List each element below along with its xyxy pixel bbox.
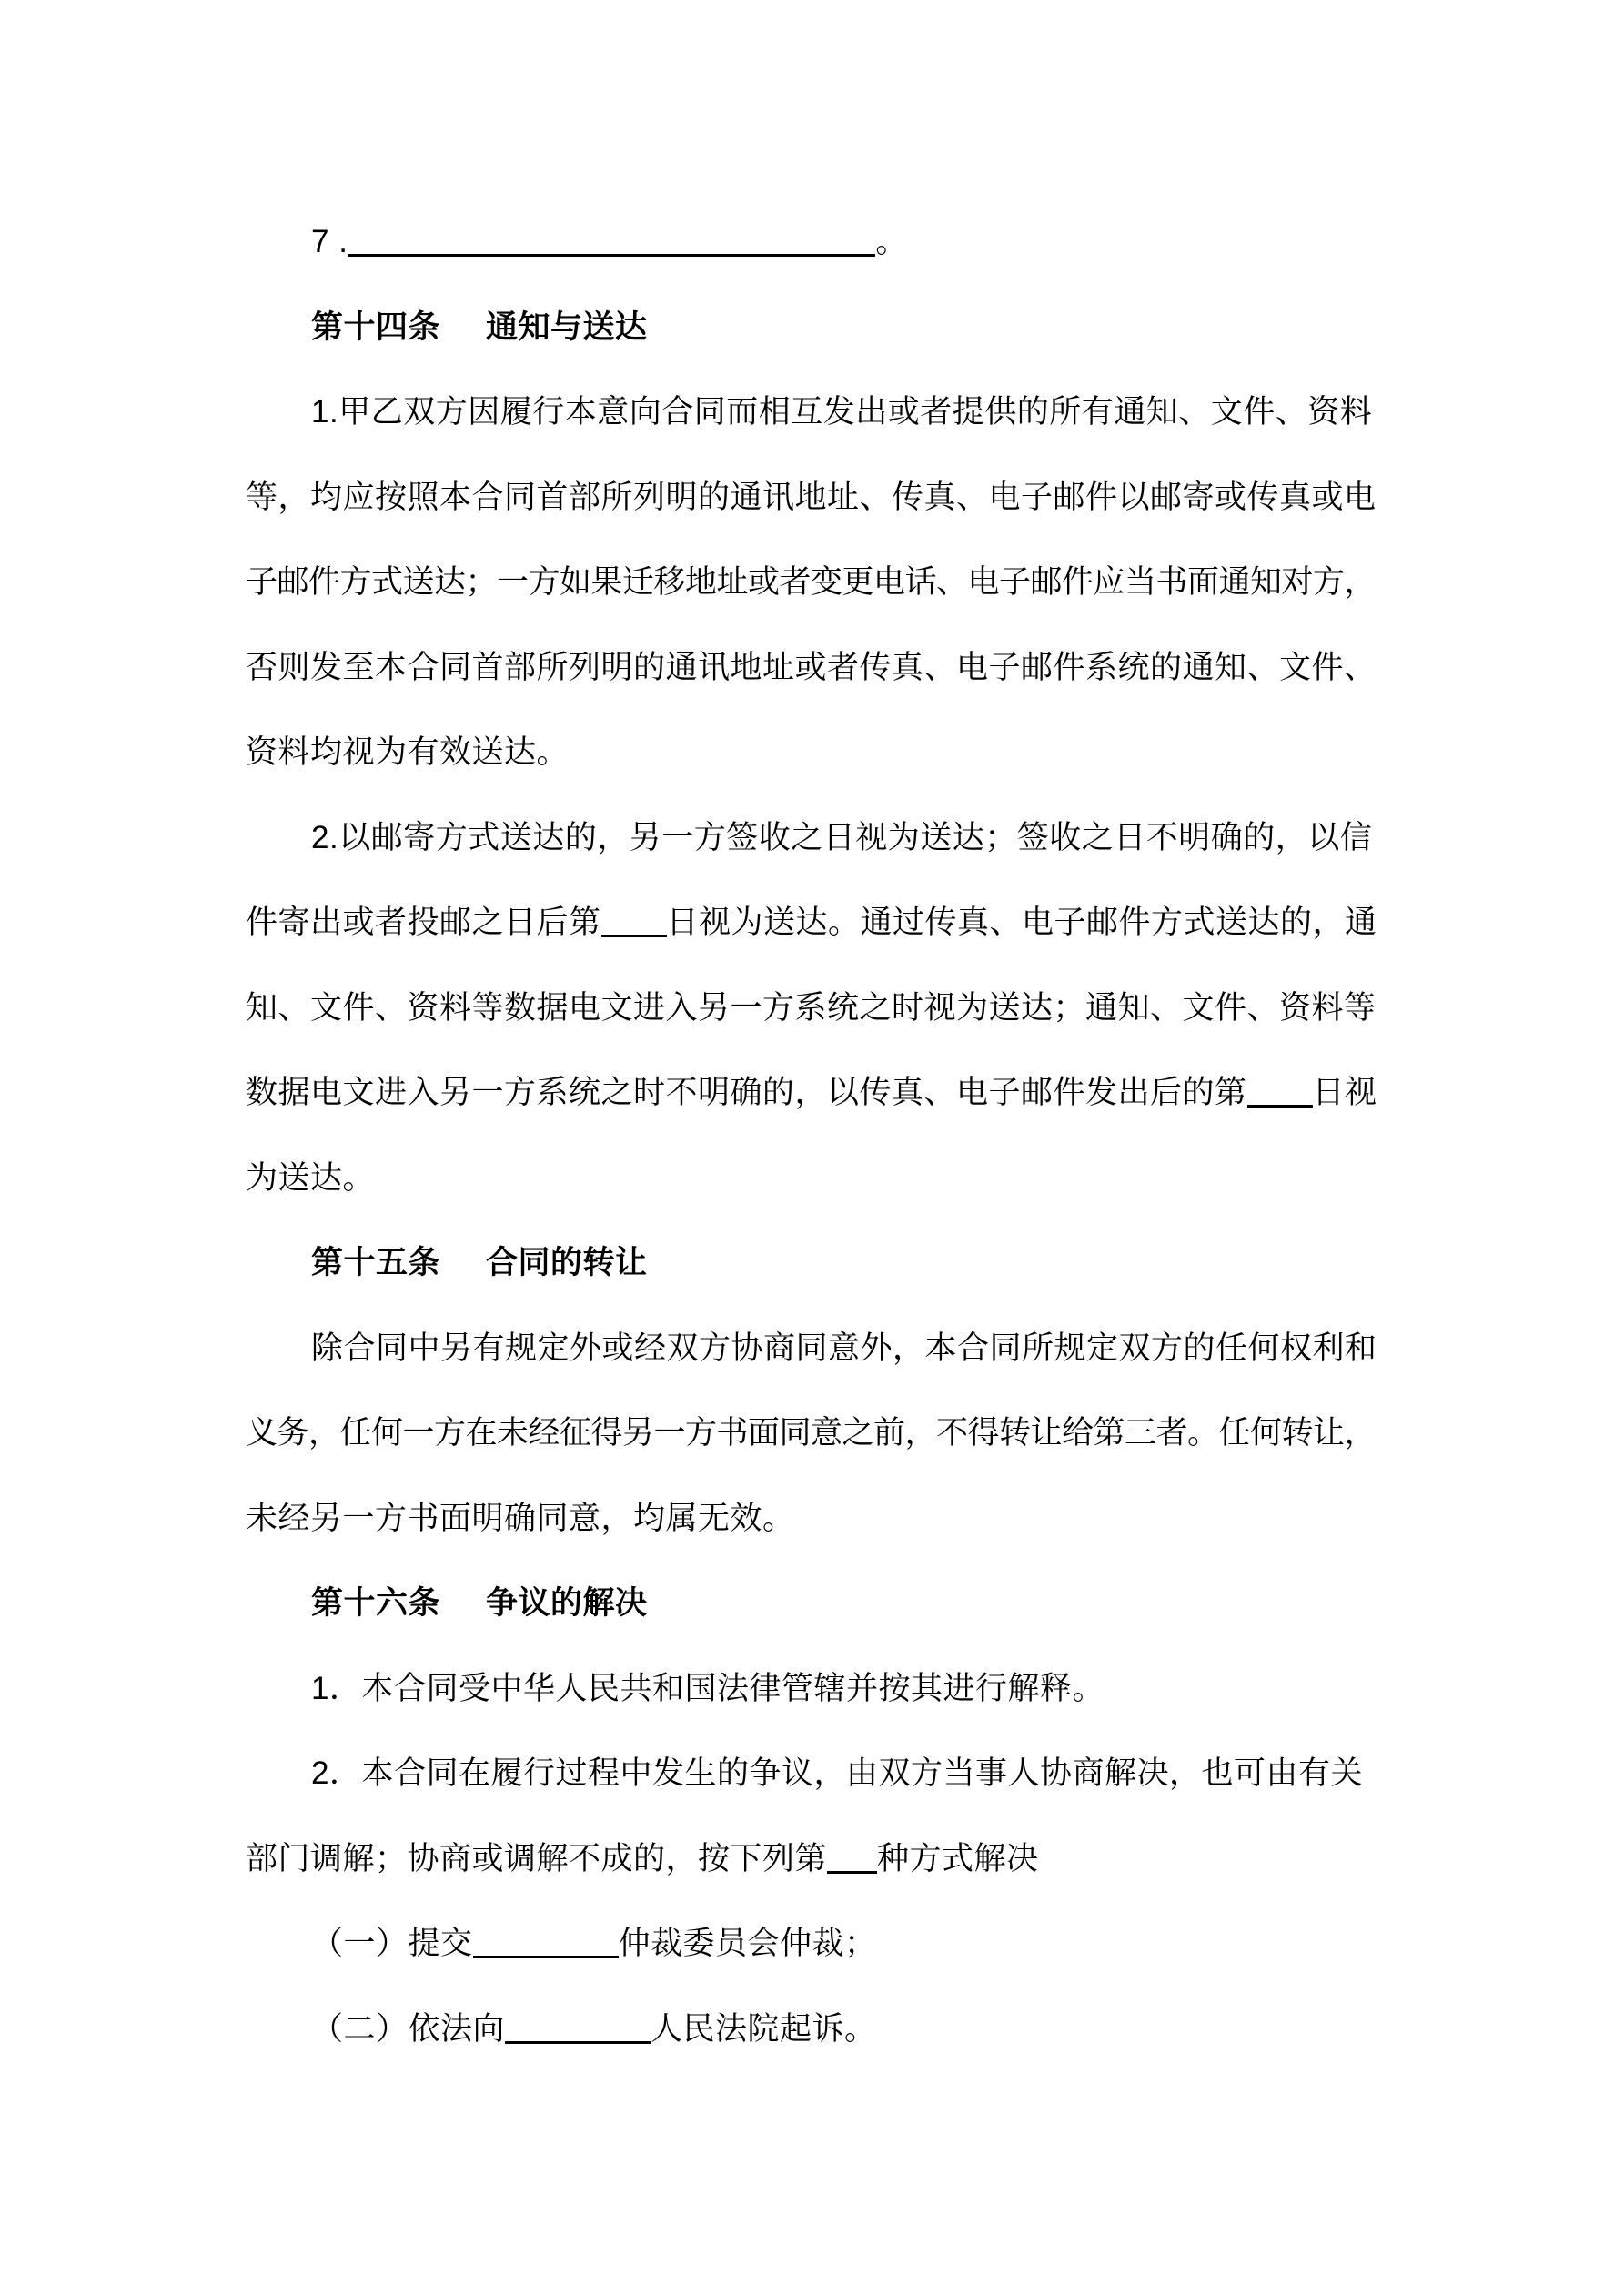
article-16-heading — [246, 1561, 1383, 1646]
line-text: 2.以邮寄方式送达的，另一方签收之日视为送达；签收之日不明确的，以信 — [311, 819, 1373, 855]
line-text: （一）提交 — [311, 1926, 473, 1961]
fill-in-blank — [827, 1871, 877, 1874]
contract-text-block — [246, 199, 1383, 2071]
line-text: 种方式解决 — [877, 1840, 1039, 1876]
line-text: 义务，任何一方在未经征得另一方书面同意之前，不得转让给第三者。任何转让， — [246, 1415, 1377, 1451]
line-text: 否则发至本合同首部所列明的通讯地址或者传真、电子邮件系统的通知、文件、 — [246, 649, 1377, 685]
line-text: 仲裁委员会仲裁； — [618, 1926, 877, 1961]
line-text: 等，均应按照本合同首部所列明的通讯地址、传真、电子邮件以邮寄或传真或电 — [246, 479, 1377, 515]
line-text: 。 — [875, 224, 908, 259]
line-text: 日视 — [1312, 1075, 1377, 1110]
line-text: 除合同中另有规定外或经双方协商同意外，本合同所规定双方的任何权利和 — [311, 1330, 1377, 1366]
article-title: 合同的转让 — [486, 1245, 648, 1280]
article-15-heading — [246, 1220, 1383, 1306]
contract-line — [246, 1646, 1383, 1732]
contract-line-blank — [246, 1816, 1383, 1902]
contract-line — [246, 795, 1383, 881]
line-text: 1.甲乙双方因履行本意向合同而相互发出或者提供的所有通知、文件、资料 — [311, 394, 1373, 430]
line-text: 知、文件、资料等数据电文进入另一方系统之时视为送达；通知、文件、资料等 — [246, 989, 1377, 1026]
contract-line — [246, 1306, 1383, 1391]
line-text: 件寄出或者投邮之日后第 — [246, 905, 601, 940]
fill-in-blank — [473, 1956, 619, 1958]
line-text: 为送达。 — [246, 1159, 376, 1196]
article-number: 第十六条 — [311, 1585, 441, 1621]
contract-line — [246, 540, 1383, 625]
line-text: 子邮件方式送达；一方如果迁移地址或者变更电话、电子邮件应当书面通知对方， — [246, 564, 1377, 600]
contract-line — [246, 625, 1383, 711]
contract-line — [246, 455, 1383, 541]
line-text: 资料均视为有效送达。 — [246, 734, 570, 770]
contract-line — [246, 710, 1383, 795]
line-text: 数据电文进入另一方系统之时不明确的，以传真、电子邮件发出后的第 — [246, 1075, 1247, 1110]
article-title: 争议的解决 — [486, 1585, 648, 1621]
line-text: 1．本合同受中华人民共和国法律管辖并按其进行解释。 — [311, 1670, 1105, 1706]
contract-line-blank — [246, 1050, 1383, 1136]
contract-line — [246, 1731, 1383, 1816]
fill-in-blank — [601, 935, 667, 937]
line-text: 2．本合同在履行过程中发生的争议，由双方当事人协商解决，也可由有关 — [311, 1755, 1363, 1791]
contract-line — [246, 1136, 1383, 1221]
line-text: 部门调解；协商或调解不成的，按下列第 — [246, 1840, 828, 1876]
contract-line — [246, 1391, 1383, 1476]
line-text: 日视为送达。通过传真、电子邮件方式送达的，通 — [666, 905, 1377, 940]
dispute-option-1 — [246, 1901, 1383, 1987]
dispute-option-2 — [246, 1987, 1383, 2072]
article-number: 第十五条 — [311, 1245, 441, 1280]
contract-line — [246, 1476, 1383, 1562]
fill-in-blank — [1247, 1105, 1313, 1108]
article-title: 通知与送达 — [486, 308, 648, 345]
fill-in-blank — [348, 254, 875, 257]
line-text: 人民法院起诉。 — [651, 2010, 877, 2047]
line-text: （二）依法向 — [311, 2010, 506, 2047]
contract-line — [246, 966, 1383, 1051]
line-text: 7 . — [311, 224, 348, 259]
fill-in-blank — [505, 2041, 651, 2044]
contract-line — [246, 369, 1383, 455]
contract-line-7-blank — [246, 199, 1383, 285]
article-number: 第十四条 — [311, 308, 441, 345]
contract-line-blank — [246, 880, 1383, 966]
article-14-heading — [246, 285, 1383, 370]
line-text: 未经另一方书面明确同意，均属无效。 — [246, 1500, 795, 1536]
